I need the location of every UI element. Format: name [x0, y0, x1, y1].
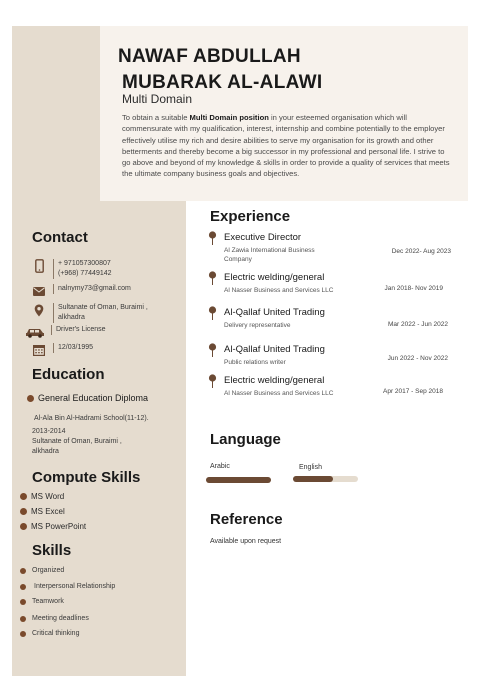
- company-line-1: Al Zawia International Business: [224, 247, 315, 254]
- date-of-birth: 12/03/1995: [53, 343, 93, 353]
- experience-item: [208, 374, 463, 399]
- job-role: Multi Domain: [122, 92, 193, 106]
- skill-item: [20, 615, 89, 622]
- language-name: English: [299, 464, 322, 471]
- compute-skill-label: MS Excel: [31, 507, 65, 516]
- calendar-icon: [30, 343, 48, 357]
- language-level-fill: [293, 476, 333, 482]
- timeline-pin-icon: [208, 271, 217, 285]
- summary-text-post: in your esteemed organisation which will commensurate with my qualification, interest, internship and combine potentially to the employer effectively utilise my rich and desire abilities to serve my organisation for its growth and other betterments and thereby become a big successor in my professional and personal life. I strive to go above and beyond of my knowledge & skills in order to provide a quality of services that meets the ultimate company business goals and objectives.: [122, 113, 450, 179]
- skill-label: Interpersonal Relationship: [34, 583, 116, 590]
- experience-item: [208, 306, 463, 331]
- summary-text-pre: To obtain a suitable: [122, 113, 190, 122]
- address-line-2: alkhadra: [58, 314, 85, 321]
- phone-icon: [30, 259, 48, 273]
- skill-item: [20, 598, 64, 605]
- education-degree: [27, 393, 148, 403]
- compute-skill-label: MS Word: [31, 492, 65, 501]
- compute-skills-heading: Compute Skills: [32, 469, 141, 486]
- contact-address: [30, 303, 148, 323]
- bullet-dot: [27, 395, 34, 402]
- experience-company: [224, 246, 315, 264]
- phone-number-1: + 971057300807: [58, 260, 111, 267]
- career-summary: [122, 112, 452, 180]
- timeline-pin-icon: [208, 343, 217, 357]
- name-line-2: MUBARAK AL-ALAWI: [122, 72, 323, 93]
- experience-title: Executive Director: [224, 232, 302, 243]
- email-icon: [30, 284, 48, 298]
- name-line-1: NAWAF ABDULLAH: [118, 46, 301, 67]
- compute-skill-label: MS PowerPoint: [31, 522, 87, 531]
- compute-skill-item: [20, 492, 64, 501]
- experience-dates: Dec 2022- Aug 2023: [391, 248, 451, 255]
- contact-license: [24, 325, 106, 339]
- contact-email: [30, 284, 131, 298]
- experience-heading: Experience: [210, 208, 291, 225]
- bullet-dot: [20, 493, 27, 500]
- experience-dates: Apr 2017 - Sep 2018: [383, 388, 443, 395]
- education-heading: Education: [32, 366, 105, 383]
- experience-dates: Jun 2022 - Nov 2022: [387, 355, 448, 362]
- bullet-dot: [20, 584, 26, 590]
- experience-title: Al-Qallaf United Trading: [224, 307, 325, 318]
- contact-dob: [30, 343, 93, 357]
- experience-title: Al-Qallaf United Trading: [224, 344, 325, 355]
- language-level-bar: [293, 476, 358, 482]
- language-name: Arabic: [210, 463, 230, 470]
- experience-company: Al Nasser Business and Services LLC: [224, 287, 334, 294]
- summary-text-bold: Multi Domain position: [189, 113, 269, 122]
- education-years: 2013-2014: [32, 428, 66, 435]
- experience-company: Public relations writer: [224, 359, 286, 366]
- experience-item: [208, 271, 463, 296]
- bullet-dot: [20, 508, 27, 515]
- experience-dates: Mar 2022 - Jun 2022: [388, 321, 448, 328]
- bullet-dot: [20, 616, 26, 622]
- experience-company: Al Nasser Business and Services LLC: [224, 390, 334, 397]
- skill-label: Organized: [32, 567, 65, 574]
- compute-skill-item: [20, 522, 86, 531]
- compute-skill-item: [20, 507, 65, 516]
- location-pin-icon: [30, 303, 48, 317]
- phone-numbers: [53, 259, 112, 279]
- timeline-pin-icon: [208, 306, 217, 320]
- reference-text: Available upon request: [210, 538, 282, 545]
- bullet-dot: [20, 599, 26, 605]
- address-text: [53, 303, 148, 323]
- skill-item: [20, 583, 115, 590]
- language-level-bar: [206, 477, 271, 483]
- education-location-2: alkhadra: [32, 448, 59, 455]
- timeline-pin-icon: [208, 231, 217, 245]
- skill-label: Teamwork: [32, 598, 64, 605]
- reference-heading: Reference: [210, 511, 283, 528]
- education-location-1: Sultanate of Oman, Buraimi ,: [32, 438, 122, 445]
- car-icon: [24, 325, 46, 339]
- school-name: Al-Ala Bin Al-Hadrami School(11-12).: [34, 415, 149, 422]
- skill-label: Meeting deadlines: [32, 615, 89, 622]
- skill-item: [20, 567, 64, 574]
- degree-label: General Education Diploma: [38, 393, 149, 403]
- candidate-name: [118, 44, 322, 96]
- experience-title: Electric welding/general: [224, 375, 325, 386]
- experience-item: [208, 231, 463, 261]
- contact-heading: Contact: [32, 229, 88, 246]
- bullet-dot: [20, 568, 26, 574]
- email-address: nalnymy73@gmail.com: [53, 284, 131, 294]
- timeline-pin-icon: [208, 374, 217, 388]
- license-text: Driver's License: [51, 325, 106, 335]
- address-line-1: Sultanate of Oman, Buraimi ,: [58, 304, 148, 311]
- bullet-dot: [20, 631, 26, 637]
- contact-phone: [30, 259, 112, 279]
- bullet-dot: [20, 523, 27, 530]
- experience-title: Electric welding/general: [224, 272, 325, 283]
- company-line-2: Company: [224, 256, 252, 263]
- experience-dates: Jan 2018- Nov 2019: [384, 285, 443, 292]
- experience-item: [208, 343, 463, 368]
- experience-company: Delivery representative: [224, 322, 291, 329]
- language-level-fill: [206, 477, 271, 483]
- skills-heading: Skills: [32, 542, 72, 559]
- phone-number-2: (+968) 77449142: [58, 270, 112, 277]
- skill-label: Critical thinking: [32, 630, 80, 637]
- skill-item: [20, 630, 79, 637]
- language-heading: Language: [210, 431, 281, 448]
